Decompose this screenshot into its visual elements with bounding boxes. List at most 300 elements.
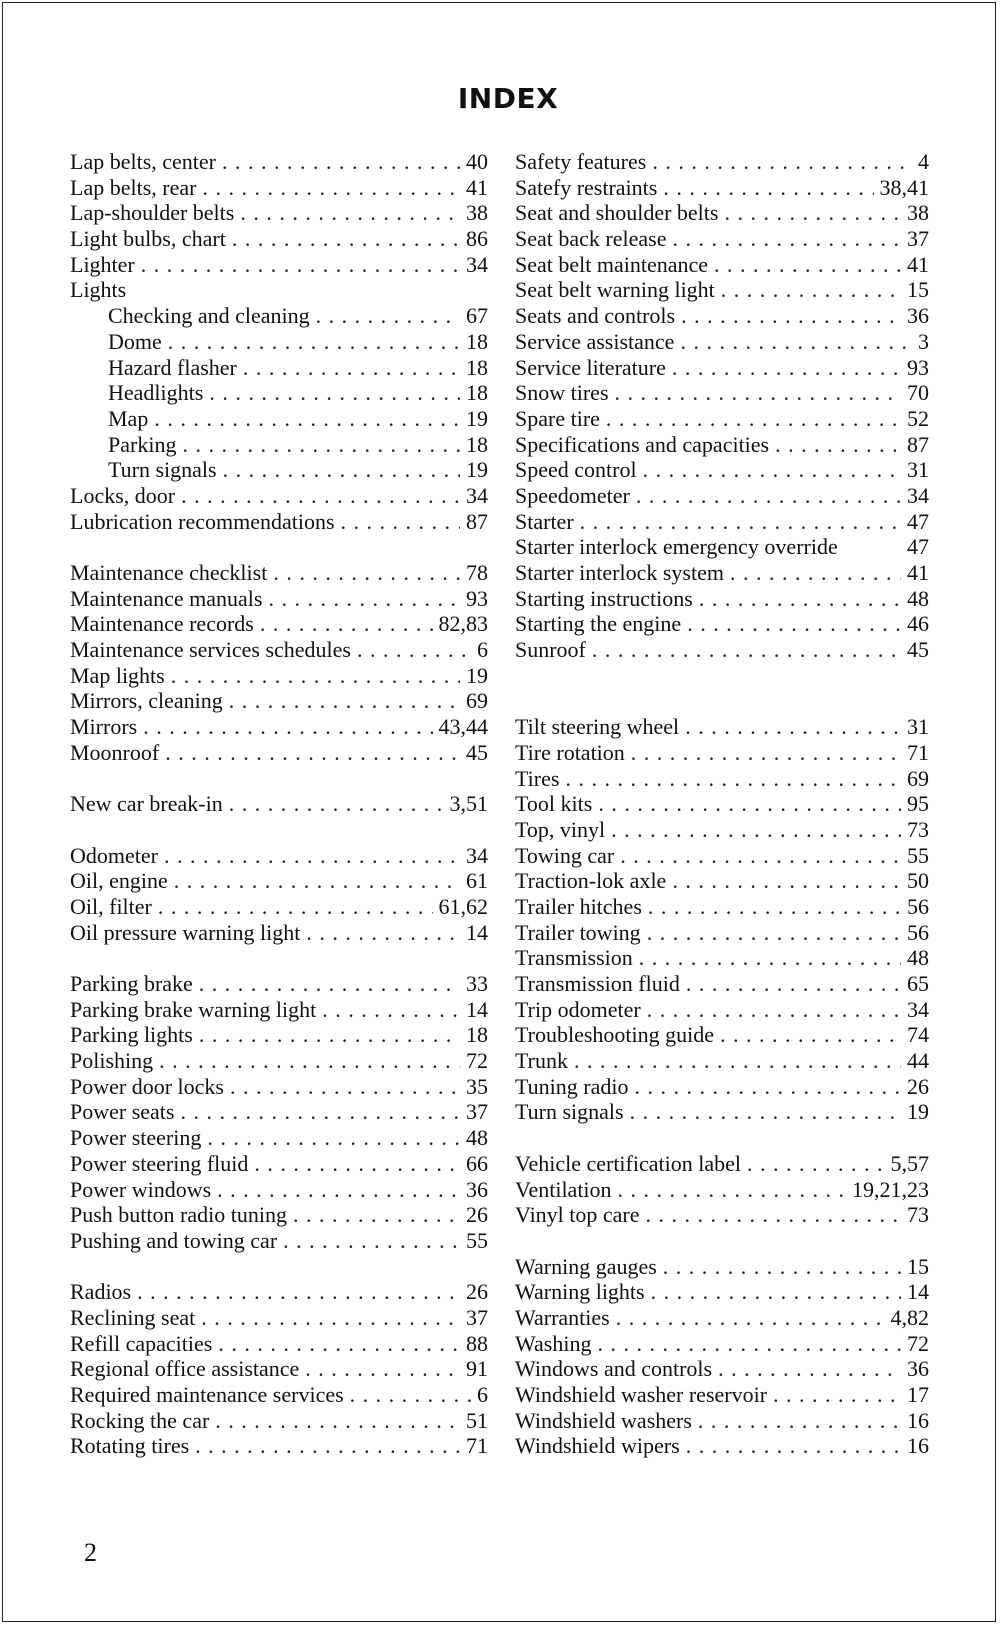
entry-label: Regional office assistance [70,1356,300,1382]
entry-label: Spare tire [515,405,600,431]
entry-page-ref: 73 [907,816,929,842]
dot-leader [672,355,901,381]
index-entry [70,843,488,869]
entry-label: Map [108,405,149,431]
index-entry [70,1331,488,1357]
dot-leader [616,1305,885,1331]
entry-page-ref: 36 [907,1356,929,1382]
entry-label: Lap belts, rear [70,174,197,200]
dot-leader [293,1202,460,1228]
entry-label: Power door locks [70,1073,224,1099]
entry-label: Starting instructions [515,585,693,611]
entry-label: Speed control [515,457,637,483]
index-entry [515,1202,929,1228]
index-subentry [70,380,488,406]
dot-leader [322,997,460,1023]
entry-page-ref: 6 [477,637,488,663]
index-entry [70,252,488,278]
entry-page-ref: 31 [907,457,929,483]
dot-leader [223,457,460,483]
dot-leader [268,586,460,612]
entry-label: Checking and cleaning [108,303,310,329]
entry-label: Seats and controls [515,303,676,329]
dot-leader [618,1177,846,1203]
index-spacer [515,663,929,689]
index-entry [515,1382,929,1408]
entry-label: Windshield washers [515,1407,692,1433]
entry-label: Lights [70,277,127,303]
dot-leader [229,791,444,817]
index-entry [70,586,488,612]
entry-label: Dome [108,328,162,354]
index-subentry [70,432,488,458]
entry-page-ref: 52 [907,405,929,431]
entry-page-ref: 51 [466,1407,488,1433]
entry-page-ref: 72 [907,1330,929,1356]
entry-label: Oil, filter [70,893,152,919]
entry-page-ref: 72 [466,1048,488,1074]
index-spacer [70,534,488,560]
entry-page-ref: 47 [907,534,929,560]
dot-leader [168,329,460,355]
dot-leader [721,277,901,303]
index-subentry [70,457,488,483]
entry-page-ref: 91 [466,1356,488,1382]
dot-leader [230,1074,460,1100]
entry-label: Speedometer [515,482,630,508]
entry-page-ref: 38 [466,200,488,226]
dot-leader [350,1382,471,1408]
entry-page-ref: 35 [466,1073,488,1099]
dot-leader [316,303,460,329]
dot-leader [199,1022,460,1048]
index-entry [515,1254,929,1280]
entry-label: Troubleshooting guide [515,1022,715,1048]
dot-leader [598,791,901,817]
dot-leader [686,1433,901,1459]
entry-label: Lubrication recommendations [70,508,335,534]
index-entry [515,714,929,740]
entry-page-ref: 34 [907,996,929,1022]
entry-label: Radios [70,1279,132,1305]
dot-leader [174,868,460,894]
entry-page-ref: 14 [907,1279,929,1305]
entry-page-ref: 34 [466,251,488,277]
entry-label: Snow tires [515,380,609,406]
index-entry [70,1408,488,1434]
index-entry [515,868,929,894]
dot-leader [574,1048,901,1074]
entry-page-ref: 26 [907,1073,929,1099]
entry-page-ref: 34 [907,482,929,508]
index-subentry [70,406,488,432]
entry-label: Polishing [70,1048,154,1074]
entry-page-ref: 69 [907,765,929,791]
dot-leader [222,149,460,175]
index-entry [515,945,929,971]
dot-leader [718,1356,901,1382]
entry-label: Starter interlock system [515,560,724,585]
index-spacer [70,945,488,971]
index-entry [70,560,488,586]
dot-leader [606,406,901,432]
dot-leader [634,1074,901,1100]
dot-leader [681,303,901,329]
entry-label: Tilt steering wheel [515,714,680,740]
entry-page-ref: 19,21,23 [852,1176,929,1202]
index-entry [515,1177,929,1203]
index-entry [70,740,488,766]
entry-label: Mirrors, cleaning [70,688,223,714]
entry-label: Parking brake warning light [70,996,317,1022]
entry-page-ref: 6 [477,1382,488,1407]
dot-leader [306,920,460,946]
entry-label: Turn signals [108,457,217,483]
index-entry [70,1382,488,1408]
entry-label: Parking [108,431,177,457]
entry-page-ref: 33 [466,971,488,996]
entry-page-ref: 17 [907,1382,929,1407]
dot-leader [631,740,901,766]
dot-leader [209,380,460,406]
entry-label: Turn signals [515,1099,624,1125]
entry-page-ref: 65 [907,971,929,996]
dot-leader [620,843,901,869]
dot-leader [181,483,460,509]
entry-page-ref: 71 [466,1433,488,1459]
index-entry [515,303,929,329]
entry-label: New car break-in [70,791,223,817]
entry-page-ref: 41 [907,251,929,277]
page-title: INDEX [457,82,559,115]
index-entry [70,714,488,740]
entry-page-ref: 95 [907,791,929,817]
entry-label: Ventilation [515,1176,612,1202]
index-entry [515,355,929,381]
entry-label: Rotating tires [70,1433,190,1459]
entry-page-ref: 18 [466,1022,488,1048]
index-entry [70,1305,488,1331]
index-entry [70,1074,488,1100]
index-entry [515,611,929,637]
entry-label: Tuning radio [515,1073,629,1099]
dot-leader [720,1022,901,1048]
entry-label: Light bulbs, chart [70,226,226,252]
entry-page-ref: 66 [466,1150,488,1176]
entry-page-ref: 4 [918,149,929,174]
entry-page-ref: 19 [466,457,488,483]
entry-page-ref: 19 [466,662,488,688]
entry-page-ref: 14 [466,919,488,945]
dot-leader [714,252,901,278]
dot-leader [201,1305,460,1331]
entry-label: Seat belt warning light [515,277,715,303]
entry-page-ref: 46 [907,611,929,637]
dot-leader [775,432,901,458]
index-entry [70,1022,488,1048]
entry-label: Sunroof [515,637,586,663]
entry-page-ref: 40 [466,149,488,174]
entry-page-ref: 56 [907,893,929,919]
dot-leader [615,380,902,406]
index-entry [515,586,929,612]
entry-label: Transmission fluid [515,971,680,996]
index-entry [70,1279,488,1305]
dot-leader [137,1279,460,1305]
index-entry [515,843,929,869]
entry-page-ref: 78 [466,560,488,585]
dot-leader [141,252,460,278]
entry-page-ref: 48 [907,585,929,611]
index-entry [515,200,929,226]
entry-label: Seat belt maintenance [515,251,709,277]
index-entry [515,971,929,997]
dot-leader [154,406,460,432]
index-entry [515,560,929,586]
index-subentry [70,355,488,381]
entry-label: Top, vinyl [515,816,606,842]
entry-label: Push button radio tuning [70,1202,287,1228]
dot-leader [229,688,460,714]
entry-label: Power steering fluid [70,1150,249,1176]
dot-leader [232,226,460,252]
entry-label: Oil pressure warning light [70,919,301,945]
entry-page-ref: 47 [907,508,929,534]
dot-leader [165,740,460,766]
dot-leader [639,945,901,971]
dot-leader [747,1151,885,1177]
index-spacer [70,766,488,792]
index-entry [70,226,488,252]
index-entry [515,1074,929,1100]
dot-leader [685,714,901,740]
entry-page-ref: 19 [907,1099,929,1125]
index-entry [70,611,488,637]
dot-leader [663,1254,901,1280]
dot-leader [164,843,460,869]
entry-label: Tires [515,765,560,791]
entry-label: Oil, engine [70,868,168,894]
entry-label: Required maintenance services [70,1382,344,1407]
entry-label: Satefy restraints [515,174,658,200]
index-entry [70,868,488,894]
index-spacer [515,1125,929,1151]
index-entry [515,432,929,458]
index-entry [515,1048,929,1074]
index-spacer [70,817,488,843]
dot-leader [158,894,433,920]
index-entry [515,483,929,509]
entry-page-ref: 18 [466,354,488,380]
index-entry [515,920,929,946]
entry-page-ref: 34 [466,842,488,868]
dot-leader [254,1151,460,1177]
index-entry [70,688,488,714]
entry-label: Traction-lok axle [515,868,667,894]
dot-leader [611,817,901,843]
index-heading [70,277,488,303]
entry-label: Safety features [515,149,647,174]
entry-page-ref: 41 [466,174,488,200]
entry-page-ref: 48 [907,945,929,971]
entry-page-ref: 48 [466,1125,488,1151]
index-entry [70,175,488,201]
dot-leader [171,663,460,689]
index-entry [515,226,929,252]
entry-label: Starter interlock emergency override [515,534,838,560]
entry-label: Mirrors [70,714,138,740]
entry-label: Starting the engine [515,611,682,637]
dot-leader [199,971,460,997]
entry-page-ref: 18 [466,328,488,354]
dot-leader [773,1382,901,1408]
entry-page-ref: 36 [907,303,929,329]
dot-leader [202,175,460,201]
index-entry [515,457,929,483]
dot-leader [698,1408,901,1434]
entry-page-ref: 87 [907,431,929,457]
dot-leader [240,200,460,226]
entry-label: Lighter [70,251,135,277]
dot-leader [652,149,912,175]
entry-label: Refill capacities [70,1330,213,1356]
entry-label: Trunk [515,1048,568,1074]
index-entry [70,637,488,663]
entry-label: Specifications and capacities [515,431,770,457]
dot-leader [672,226,901,252]
entry-page-ref: 37 [907,226,929,252]
entry-page-ref: 18 [466,380,488,406]
entry-page-ref: 18 [466,431,488,457]
dot-leader [630,1099,901,1125]
index-entry [515,894,929,920]
entry-page-ref: 55 [466,1227,488,1253]
index-entry [515,1331,929,1357]
index-entry [70,483,488,509]
entry-label: Maintenance manuals [70,585,263,611]
entry-page-ref: 45 [466,739,488,765]
entry-page-ref: 5,57 [890,1150,929,1176]
index-entry [515,766,929,792]
index-entry [70,1228,488,1254]
dot-leader [699,586,901,612]
entry-page-ref: 16 [907,1433,929,1459]
dot-leader [647,997,901,1023]
entry-page-ref: 4,82 [890,1304,929,1330]
entry-page-ref: 69 [466,688,488,714]
index-entry [70,1099,488,1125]
entry-page-ref: 61,62 [438,893,488,919]
index-subentry [70,303,488,329]
dot-leader [143,714,432,740]
entry-label: Odometer [70,842,158,868]
entry-label: Vehicle certification label [515,1150,741,1176]
dot-leader [672,868,901,894]
index-entry [515,740,929,766]
entry-label: Lap-shoulder belts [70,200,235,226]
entry-label: Power seats [70,1099,175,1125]
entry-label: Tire rotation [515,739,625,765]
entry-label: Windshield wipers [515,1433,680,1459]
entry-page-ref: 34 [466,482,488,508]
entry-label: Windows and controls [515,1356,713,1382]
dot-leader [580,509,901,535]
dot-leader [724,200,901,226]
entry-label: Seat and shoulder belts [515,200,719,226]
entry-label: Parking lights [70,1022,193,1048]
index-entry [70,149,488,175]
entry-page-ref: 38 [907,200,929,226]
dot-leader [597,1331,901,1357]
entry-page-ref: 74 [907,1022,929,1048]
index-entry [70,920,488,946]
entry-label: Maintenance services schedules [70,637,351,663]
entry-page-ref: 70 [907,380,929,406]
entry-label: Maintenance records [70,611,254,637]
entry-label: Tool kits [515,791,593,817]
entry-label: Lap belts, center [70,149,216,174]
index-entry [515,1151,929,1177]
entry-label: Moonroof [70,739,160,765]
entry-label: Starter [515,508,574,534]
dot-leader [643,457,901,483]
entry-page-ref: 55 [907,842,929,868]
index-entry [515,1305,929,1331]
dot-leader [159,1048,460,1074]
index-entry [515,149,929,175]
dot-leader [651,1279,901,1305]
index-entry [70,1177,488,1203]
entry-page-ref: 50 [907,868,929,894]
dot-leader [663,175,873,201]
index-entry [515,1356,929,1382]
index-spacer [515,1228,929,1254]
index-entry [515,1433,929,1459]
entry-page-ref: 37 [466,1304,488,1330]
index-entry [515,1022,929,1048]
entry-page-ref: 15 [907,1253,929,1279]
dot-leader [182,432,460,458]
entry-page-ref: 26 [466,1279,488,1305]
index-entry [515,817,929,843]
entry-label: Reclining seat [70,1304,196,1330]
dot-leader [260,611,433,637]
index-entry [70,997,488,1023]
entry-label: Power windows [70,1176,212,1202]
entry-label: Pushing and towing car [70,1227,278,1253]
index-entry [70,200,488,226]
entry-page-ref: 37 [466,1099,488,1125]
index-entry [515,791,929,817]
entry-label: Seat back release [515,226,667,252]
entry-page-ref: 3 [918,328,929,354]
index-entry [70,1048,488,1074]
entry-page-ref: 41 [907,560,929,585]
index-entry [515,997,929,1023]
index-spacer [70,1254,488,1280]
index-entry [515,509,929,535]
dot-leader [207,1125,460,1151]
entry-page-ref: 38,41 [879,174,929,200]
index-entry [515,1408,929,1434]
entry-label: Power steering [70,1125,202,1151]
index-entry [70,1125,488,1151]
dot-leader [687,611,901,637]
entry-page-ref: 44 [907,1048,929,1074]
dot-leader [195,1433,460,1459]
dot-leader [217,1177,460,1203]
index-entry [70,894,488,920]
